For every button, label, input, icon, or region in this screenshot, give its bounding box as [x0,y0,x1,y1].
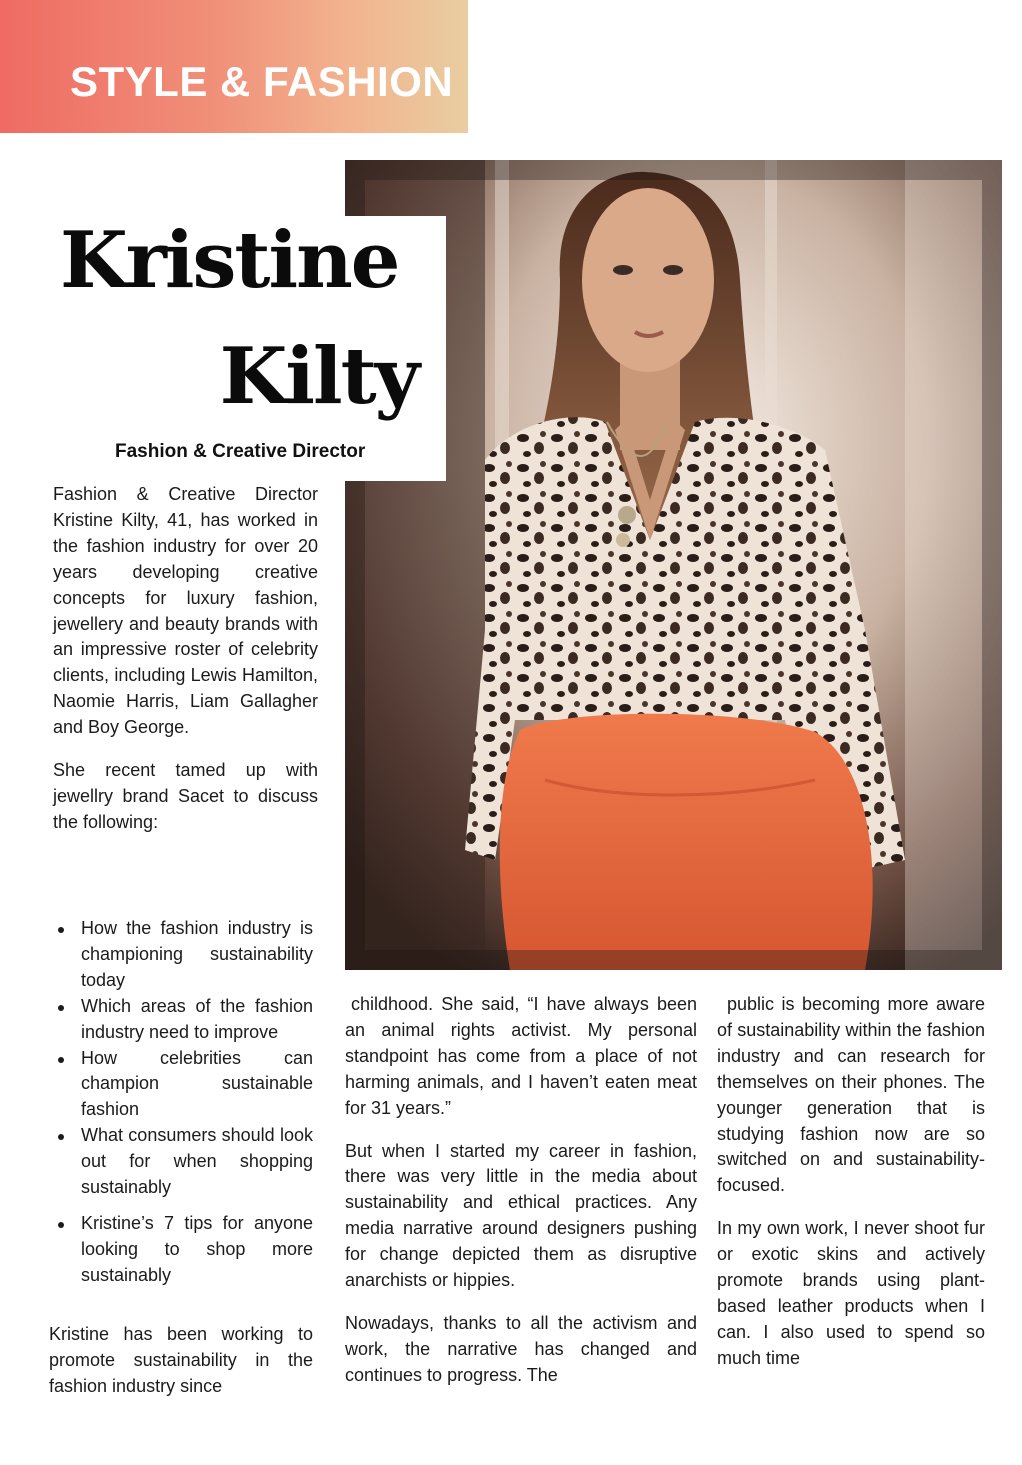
subtitle: Fashion & Creative Director [115,441,366,462]
body-paragraph: But when I started my career in fashion, there was very little in the media about sustainability and ethical practices. Any media narrative around designers pushing for change depicted them as disruptive anarchists or hippies. [345,1140,697,1291]
body-paragraph: Kristine has been working to promote sustainability in the fashion industry since [49,1324,313,1396]
name-first: Kristine [60,215,399,306]
body-paragraph: childhood. She said, “I have always been an animal rights activist. My personal standpoint has come from a place of not harming animals, and I haven’t eaten meat for 31 years.” [345,994,697,1118]
list-item: How celebrities can champion sustainable fashion [53,1046,313,1124]
name-last: Kilty [219,331,418,422]
body-column-3 [717,992,985,1389]
body-paragraph: In my own work, I never shoot fur or exotic skins and actively promote brands using plant-based leather products when I can. I also used to spend so much time [717,1218,985,1368]
intro-paragraph: Fashion & Creative Director Kristine Kilty, 41, has worked in the fashion industry for over 20 years developing creative concepts for luxury fashion, jewellery and beauty brands with an impressive roster of celebrity clients, including Lewis Hamilton, Naomie Harris, Liam Gallagher and Boy George. [53,484,318,738]
intro-paragraph: She recent tamed up with jewellry brand Sacet to discuss the following: [53,760,318,832]
topics-list [53,916,313,1289]
column1-tail [49,1322,313,1417]
intro-column [53,482,318,853]
list-item: How the fashion industry is championing sustainability today [53,916,313,994]
section-banner-label: STYLE & FASHION [70,58,454,105]
body-paragraph: Nowadays, thanks to all the activism and work, the narrative has changed and continues to progress. The [345,1312,697,1385]
list-item: Kristine’s 7 tips for anyone looking to shop more sustainably [53,1211,313,1289]
section-banner [0,0,468,133]
body-column-2 [345,992,697,1406]
list-item: Which areas of the fashion industry need to improve [53,994,313,1046]
list-item: What consumers should look out for when shopping sustainably [53,1123,313,1201]
body-paragraph: public is becoming more aware of sustainability within the fashion industry and can research for themselves on their phones. The younger generation that is studying fashion now are so switched on and sustainability-focused. [717,994,985,1196]
